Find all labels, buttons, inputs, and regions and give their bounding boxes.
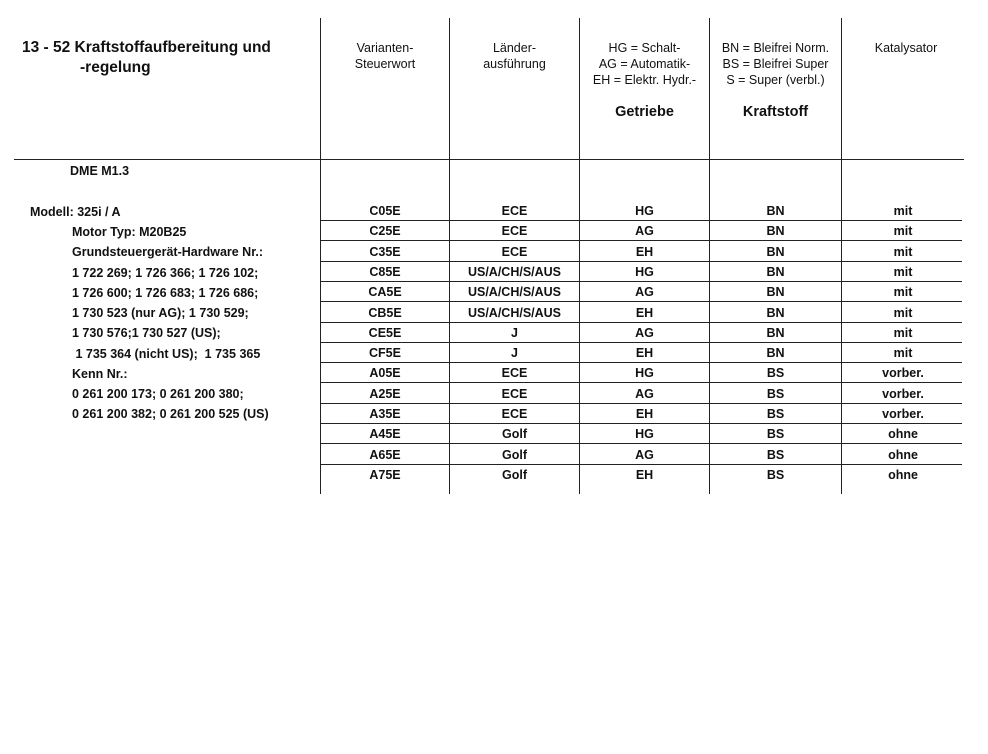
cell-steuerwort: CB5E [368, 305, 402, 320]
cell-katalysator: vorber. [882, 366, 924, 381]
cell-getriebe: HG [635, 264, 654, 279]
kenn-line: 0 261 200 382; 0 261 200 525 (US) [72, 407, 269, 421]
cell-kraftstoff: BS [766, 366, 785, 381]
hardware-line: 1 735 364 (nicht US); 1 735 365 [72, 347, 261, 361]
modell-label: Modell: 325i / A [30, 205, 121, 219]
header-laender: Länder- ausführung [483, 41, 546, 71]
cell-laender: ECE [501, 204, 528, 218]
kenn-line: 0 261 200 173; 0 261 200 380; [72, 387, 244, 401]
page-title-line2: -regelung [80, 59, 151, 76]
cell-katalysator: mit [893, 264, 913, 279]
cell-laender: ECE [501, 407, 528, 421]
hardware-line: 1 730 576;1 730 527 (US); [72, 326, 221, 340]
cell-laender: Golf [502, 427, 527, 442]
cell-katalysator: mit [893, 204, 913, 218]
cell-katalysator: vorber. [882, 386, 924, 401]
cell-steuerwort: A25E [369, 386, 401, 401]
cell-katalysator: mit [893, 224, 913, 239]
cell-getriebe: HG [635, 366, 654, 381]
hardware-line: 1 722 269; 1 726 366; 1 726 102; [72, 266, 259, 280]
cell-laender: ECE [501, 386, 528, 401]
cell-laender: ECE [501, 366, 528, 381]
cell-katalysator: mit [893, 325, 913, 340]
cell-kraftstoff: BN [766, 244, 785, 259]
cell-steuerwort: A45E [369, 427, 401, 442]
dme-label: DME M1.3 [70, 164, 130, 178]
cell-steuerwort: CA5E [368, 285, 402, 300]
header-getriebe: Getriebe [615, 104, 674, 120]
cell-katalysator: ohne [888, 427, 918, 442]
cell-kraftstoff: BN [766, 224, 785, 239]
cell-laender: Golf [502, 467, 527, 482]
cell-getriebe: HG [635, 204, 654, 218]
cell-steuerwort: C35E [369, 244, 401, 259]
cell-steuerwort: A65E [369, 447, 401, 462]
cell-steuerwort: C85E [369, 264, 401, 279]
cell-getriebe: EH [635, 346, 654, 361]
cell-kraftstoff: BS [766, 386, 785, 401]
kenn-label: Kenn Nr.: [72, 367, 128, 381]
cell-kraftstoff: BS [766, 467, 785, 482]
hardware-line: 1 726 600; 1 726 683; 1 726 686; [72, 286, 259, 300]
cell-getriebe: EH [635, 244, 654, 259]
cell-getriebe: AG [635, 447, 654, 462]
cell-kraftstoff: BN [766, 346, 785, 361]
cell-katalysator: ohne [888, 467, 918, 482]
cell-kraftstoff: BS [766, 407, 785, 421]
cell-laender: ECE [501, 224, 528, 239]
header-separator [14, 159, 964, 160]
cell-steuerwort: A05E [369, 366, 401, 381]
cell-steuerwort: CE5E [368, 325, 402, 340]
header-kraftstoff: Kraftstoff [742, 104, 809, 120]
page-title [22, 38, 271, 78]
cell-steuerwort: CF5E [369, 346, 401, 361]
cell-katalysator: mit [893, 285, 913, 300]
cell-steuerwort: A75E [369, 467, 401, 482]
cell-getriebe: AG [635, 224, 654, 239]
cell-kraftstoff: BS [766, 427, 785, 442]
hardware-line: 1 730 523 (nur AG); 1 730 529; [72, 306, 249, 320]
cell-kraftstoff: BN [766, 305, 785, 320]
cell-katalysator: mit [893, 305, 913, 320]
cell-laender: US/A/CH/S/AUS [467, 264, 562, 279]
cell-getriebe: AG [635, 285, 654, 300]
cell-kraftstoff: BN [766, 325, 785, 340]
cell-steuerwort: C05E [369, 204, 401, 218]
cell-laender: US/A/CH/S/AUS [467, 285, 562, 300]
cell-laender: ECE [501, 244, 528, 259]
cell-kraftstoff: BN [766, 264, 785, 279]
cell-steuerwort: C25E [369, 224, 401, 239]
cell-getriebe: AG [635, 386, 654, 401]
header-varianten: Varianten- Steuerwort [354, 41, 416, 71]
cell-katalysator: mit [893, 244, 913, 259]
cell-getriebe: EH [635, 305, 654, 320]
cell-steuerwort: A35E [369, 407, 401, 421]
cell-getriebe: EH [635, 407, 654, 421]
cell-kraftstoff: BN [766, 285, 785, 300]
cell-laender: J [511, 346, 518, 361]
cell-getriebe: AG [635, 325, 654, 340]
motor-typ-label: Motor Typ: M20B25 [72, 225, 187, 239]
cell-laender: Golf [502, 447, 527, 462]
cell-kraftstoff: BS [766, 447, 785, 462]
hardware-label: Grundsteuergerät-Hardware Nr.: [72, 245, 264, 259]
header-getriebe-legend: HG = Schalt- AG = Automatik- EH = Elektr. Hydr.- [592, 41, 697, 87]
cell-katalysator: vorber. [882, 407, 924, 421]
cell-laender: J [511, 325, 518, 340]
header-katalysator: Katalysator [874, 41, 938, 55]
page-title-line1: 13 - 52 Kraftstoffaufbereitung und [22, 39, 271, 56]
cell-getriebe: EH [635, 467, 654, 482]
header-kraftstoff-legend: BN = Bleifrei Norm. BS = Bleifrei Super S = Super (verbl.) [721, 41, 830, 87]
cell-getriebe: HG [635, 427, 654, 442]
cell-katalysator: ohne [888, 447, 918, 462]
cell-katalysator: mit [893, 346, 913, 361]
cell-laender: US/A/CH/S/AUS [467, 305, 562, 320]
cell-kraftstoff: BN [766, 204, 785, 218]
